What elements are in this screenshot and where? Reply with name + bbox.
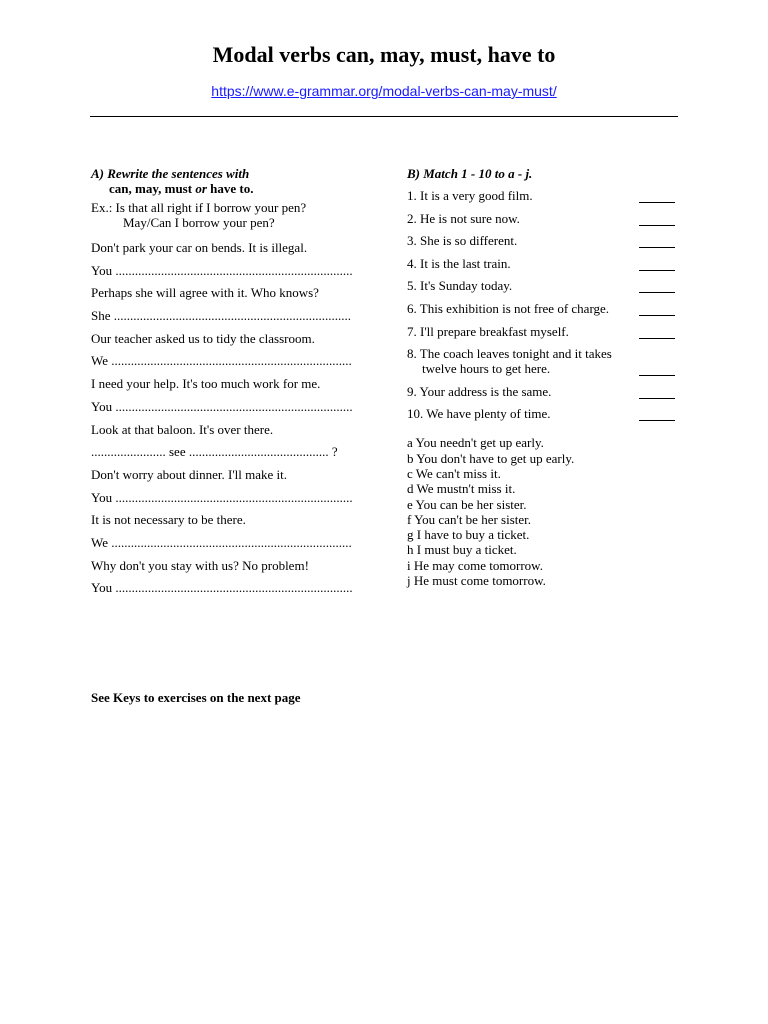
section-a [91,166,366,595]
match-item [407,384,679,399]
match-item-text: 5. It's Sunday today. [407,278,513,294]
match-item [407,211,679,226]
answer-blank[interactable] [639,202,675,203]
answer-line[interactable]: We .......................................................................... [91,534,352,550]
answer-line[interactable]: You ......................................................................... [91,489,353,505]
answer-line[interactable]: ....................... see ........................................... ? [91,444,338,460]
prompt-sentence: It is not necessary to be there. [91,512,246,528]
answer-blank[interactable] [639,292,675,293]
source-url [0,82,768,100]
have-to-word: have to. [206,181,254,196]
answer-option: c We can't miss it. [407,465,501,481]
answer-blank[interactable] [639,375,675,376]
match-item-text: 6. This exhibition is not free of charge. [407,300,610,316]
answer-blank[interactable] [639,247,675,248]
match-item-text: 1. It is a very good film. [407,188,533,203]
match-item-text: 3. She is so different. [407,233,518,249]
match-items [407,188,679,421]
prompt-sentence: Perhaps she will agree with it. Who knows? [91,285,319,301]
match-item [407,301,679,316]
match-item [407,278,679,293]
answer-line[interactable]: She ......................................................................... [91,308,351,324]
prompt-sentence: I need your help. It's too much work for me. [91,376,321,392]
section-a-heading: A) Rewrite the sentences with [91,166,250,181]
answer-option: g I have to buy a ticket. [407,527,530,543]
answer-blank[interactable] [639,420,675,421]
answer-option: i He may come tomorrow. [407,557,543,573]
answer-blank[interactable] [639,398,675,399]
exercise-lines [91,240,366,595]
answer-blank[interactable] [639,315,675,316]
answer-blank[interactable] [639,338,675,339]
answer-blank[interactable] [639,270,675,271]
answer-option: f You can't be her sister. [407,511,532,527]
match-item-text: 8. The coach leaves tonight and it takes [407,346,612,362]
example [91,200,366,230]
header-divider [90,116,678,117]
section-a-subheading [91,181,366,196]
answer-option: d We mustn't miss it. [407,481,516,497]
source-link[interactable]: https://www.e-grammar.org/modal-verbs-can-may-must/ [211,83,557,99]
answer-line[interactable]: You ......................................................................... [91,262,353,278]
answer-line[interactable]: We .......................................................................... [91,353,352,369]
match-item [407,188,679,203]
example-answer: May/Can I borrow your pen? [123,215,275,230]
page-title: Modal verbs can, may, must, have to [212,42,556,67]
match-answers [407,435,679,588]
answer-option: b You don't have to get up early. [407,450,575,466]
modal-list: can, may, must [109,181,196,196]
match-item-text: 9. Your address is the same. [407,383,552,399]
match-item [407,233,679,248]
prompt-sentence: Look at that baloon. It's over there. [91,421,274,437]
match-item-text: 7. I'll prepare breakfast myself. [407,323,569,339]
example-question: Ex.: Is that all right if I borrow your pen? [91,200,307,215]
section-b-heading: B) Match 1 - 10 to a - j. [407,166,533,181]
keys-note: See Keys to exercises on the next page [91,690,301,705]
answer-line[interactable]: You ......................................................................... [91,580,353,596]
match-item [407,324,679,339]
answer-blank[interactable] [639,225,675,226]
match-item-text: 10. We have plenty of time. [407,406,551,422]
answer-option: e You can be her sister. [407,496,527,512]
match-item-text: 4. It is the last train. [407,255,511,271]
section-b [407,166,679,588]
answer-option: a You needn't get up early. [407,435,544,451]
prompt-sentence: Why don't you stay with us? No problem! [91,557,309,573]
prompt-sentence: Don't worry about dinner. I'll make it. [91,466,288,482]
match-item [407,346,679,376]
prompt-sentence: Don't park your car on bends. It is illegal. [91,240,308,255]
match-item [407,256,679,271]
or-word: or [195,181,207,196]
answer-line[interactable]: You ......................................................................... [91,398,353,414]
match-item [407,406,679,421]
match-item-continuation: twelve hours to get here. [422,361,551,377]
answer-option: j He must come tomorrow. [407,573,546,589]
answer-option: h I must buy a ticket. [407,542,517,558]
prompt-sentence: Our teacher asked us to tidy the classroom. [91,330,315,346]
match-item-text: 2. He is not sure now. [407,210,520,226]
